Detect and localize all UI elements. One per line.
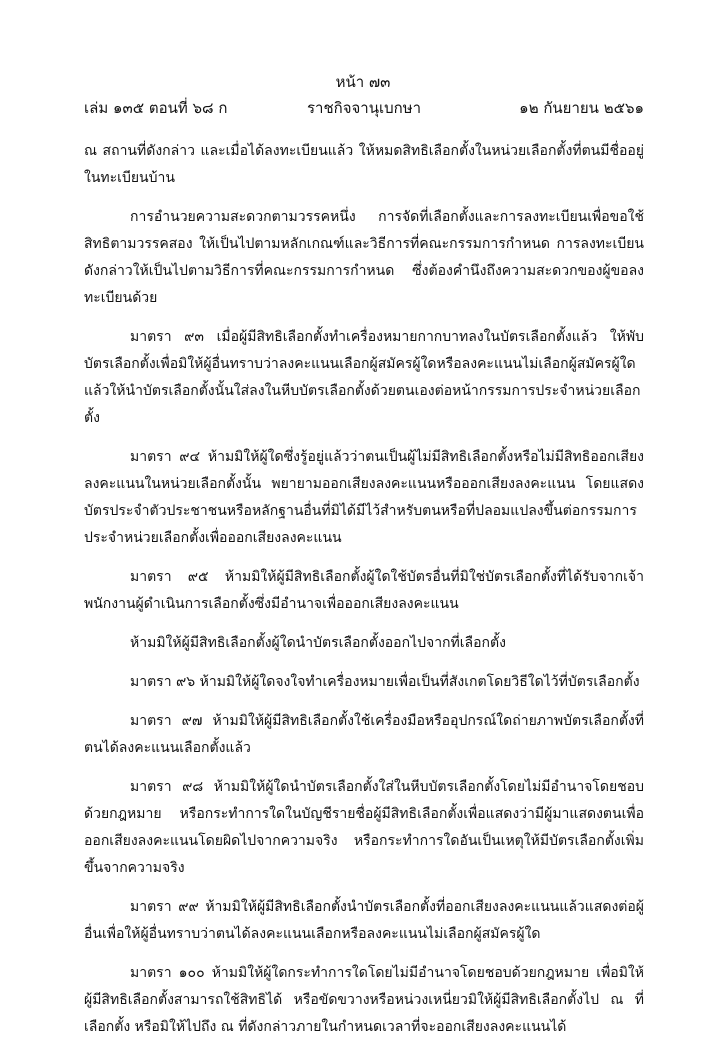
section-96: มาตรา ๙๖ ห้ามมิให้ผู้ใดจงใจทำเครื่องหมายเพื่อเป็นที่สังเกตโดยวิธีใดไว้ที่บัตรเลือกตั้ง [130,674,640,690]
section-100: มาตรา ๑๐๐ ห้ามมิให้ผู้ใดกระทำการใดโดยไม่มีอำนาจโดยชอบด้วยกฎหมาย เพื่อมิให้ผู้มีสิทธิเลือกตั้งสามารถใช้สิทธิได้ หรือขัดขวางหรือหน่วงเหนี่ยวมิให้ผู้มีสิทธิเลือกตั้งไป ณ ที่เลือกตั้ง หรือมิให้ไปถึง ณ ที่ดังกล่าวภายในกำหนดเวลาที่จะออกเสียงลงคะแนนได้ [84,965,644,1035]
publication-date: ๑๒ กันยายน ๒๕๖๑ [519,99,644,117]
section-93: มาตรา ๙๓ เมื่อผู้มีสิทธิเลือกตั้งทำเครื่องหมายกากบาทลงในบัตรเลือกตั้งแล้ว ให้พับบัตรเลือกตั้งเพื่อมิให้ผู้อื่นทราบว่าลงคะแนนเลือกผู้สมัครผู้ใดหรือลงคะแนนไม่เลือกผู้สมัครผู้ใด แล้วให้นำบัตรเลือกตั้งนั้นใส่ลงในหีบบัตรเลือกตั้งด้วยตนเองต่อหน้ากรรมการประจำหน่วยเลือกตั้ง [84,329,644,426]
document-body [84,138,644,1053]
section-98: มาตรา ๙๘ ห้ามมิให้ผู้ใดนำบัตรเลือกตั้งใส่ในหีบบัตรเลือกตั้งโดยไม่มีอำนาจโดยชอบด้วยกฎหมาย หรือกระทำการใดในบัญชีรายชื่อผู้มีสิทธิเลือกตั้งเพื่อแสดงว่ามีผู้มาแสดงตนเพื่อออกเสียงลงคะแนนโดยผิดไปจากความจริง หรือกระทำการใดอันเป็นเหตุให้มีบัตรเลือกตั้งเพิ่มขึ้นจากความจริง [84,779,644,876]
page-number: หน้า ๗๓ [335,73,391,91]
section-99: มาตรา ๙๙ ห้ามมิให้ผู้มีสิทธิเลือกตั้งนำบัตรเลือกตั้งที่ออกเสียงลงคะแนนแล้วแสดงต่อผู้อื่นเพื่อให้ผู้อื่นทราบว่าตนได้ลงคะแนนเลือกหรือลงคะแนนไม่เลือกผู้สมัครผู้ใด [84,899,644,942]
volume-issue: เล่ม ๑๓๕ ตอนที่ ๖๘ ก [84,99,228,117]
section-95-clause-2: ห้ามมิให้ผู้มีสิทธิเลือกตั้งผู้ใดนำบัตรเลือกตั้งออกไปจากที่เลือกตั้ง [130,635,506,651]
section-94: มาตรา ๙๔ ห้ามมิให้ผู้ใดซึ่งรู้อยู่แล้วว่าตนเป็นผู้ไม่มีสิทธิเลือกตั้งหรือไม่มีสิทธิออกเสียงลงคะแนนในหน่วยเลือกตั้งนั้น พยายามออกเสียงลงคะแนนหรือออกเสียงลงคะแนน โดยแสดงบัตรประจำตัวประชาชนหรือหลักฐานอื่นที่มิได้มีไว้สำหรับตนหรือที่ปลอมแปลงขึ้นต่อกรรมการประจำหน่วยเลือกตั้งเพื่อออกเสียงลงคะแนน [84,449,644,546]
paragraph-facilitation: การอำนวยความสะดวกตามวรรคหนึ่ง การจัดที่เลือกตั้งและการลงทะเบียนเพื่อขอใช้สิทธิตามวรรคสอง ให้เป็นไปตามหลักเกณฑ์และวิธีการที่คณะกรรมการกำหนด การลงทะเบียนดังกล่าวให้เป็นไปตามวิธีการที่คณะกรรมการกำหนด ซึ่งต้องคำนึงถึงความสะดวกของผู้ขอลงทะเบียนด้วย [84,209,644,306]
section-97: มาตรา ๙๗ ห้ามมิให้ผู้มีสิทธิเลือกตั้งใช้เครื่องมือหรืออุปกรณ์ใดถ่ายภาพบัตรเลือกตั้งที่ตนได้ลงคะแนนเลือกตั้งแล้ว [84,713,644,756]
paragraph-continuation: ณ สถานที่ดังกล่าว และเมื่อได้ลงทะเบียนแล้ว ให้หมดสิทธิเลือกตั้งในหน่วยเลือกตั้งที่ตนมีชื่ออยู่ในทะเบียนบ้าน [84,143,644,186]
section-95: มาตรา ๙๕ ห้ามมิให้ผู้มีสิทธิเลือกตั้งผู้ใดใช้บัตรอื่นที่มิใช่บัตรเลือกตั้งที่ได้รับจากเจ้าพนักงานผู้ดำเนินการเลือกตั้งซึ่งมีอำนาจเพื่อออกเสียงลงคะแนน [84,569,644,612]
publication-title: ราชกิจจานุเบกษา [306,99,422,117]
